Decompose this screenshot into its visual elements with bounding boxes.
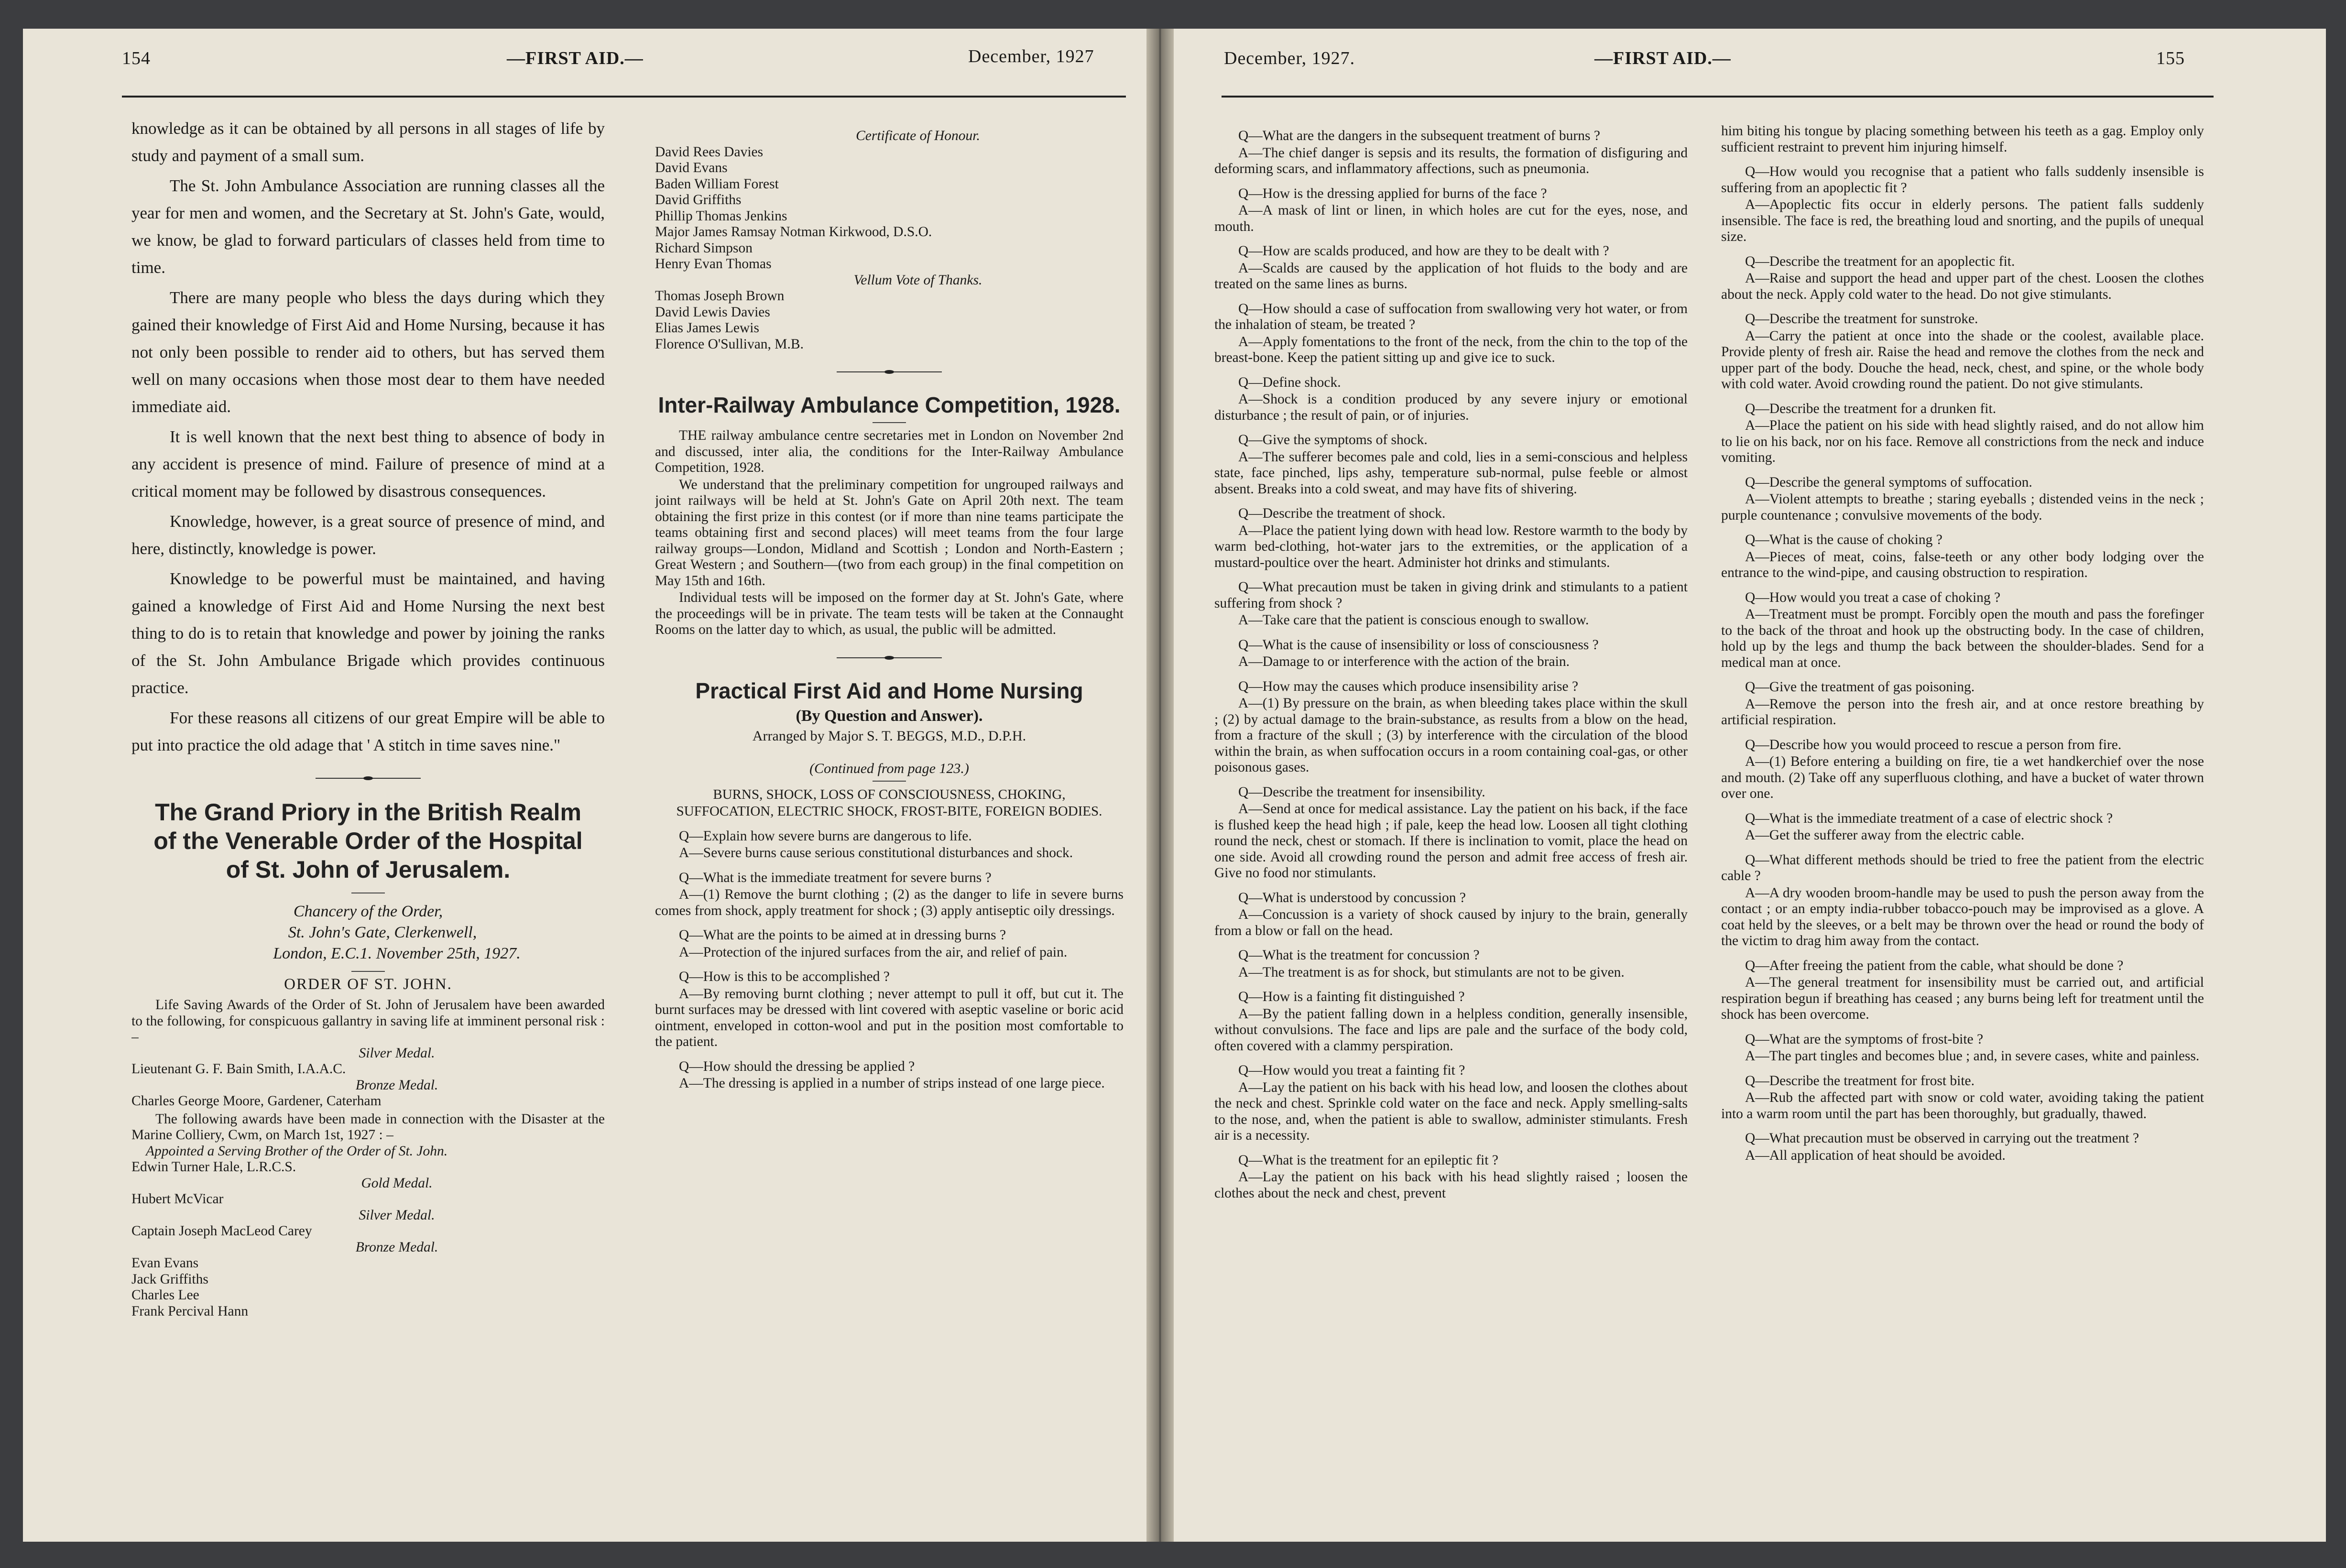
heading-rule [351,971,385,972]
award-name: Baden William Forest [655,176,779,192]
answer: A—Carry the patient at once into the shade or the coolest, available place. Provide plenty of fresh air. Raise the head and remove the clothes from the neck and upper part of the body. Douche the head, neck, chest, and spine, or the whole body with cold water. Avoid crowding round the patient. Do not give stimulants. [1721,328,2204,392]
right-running-title: —FIRST AID.— [1594,48,1731,68]
competition-heading: Inter-Railway Ambulance Competition, 1928. [658,392,1121,417]
answer: A—Treatment must be prompt. Forcibly open the mouth and pass the forefinger to the back of the throat and hook up the obstructing body. In the case of children, hold up by the legs and thump the back between the shoulder-blades. Send for a medical man at once. [1721,607,2204,670]
answer: A—Remove the person into the fresh air, and at once restore breathing by artificial respiration. [1721,696,2204,728]
question: Q—What precaution must be observed in carrying out the treatment ? [1745,1131,2139,1146]
answer: A—The chief danger is sepsis and its results, the formation of disfiguring and deforming scars, and inflammatory affections, such as pneumonia. [1214,145,1688,176]
order-title: ORDER OF ST. JOHN. [284,976,452,993]
answer: A—Scalds are caused by the application of hot fluids to the body and are treated on the same lines as burns. [1214,260,1688,292]
answer: A—Raise and support the head and upper part of the chest. Loosen the clothes about the neck. Apply cold water to the head. Do not give stimulants. [1721,271,2204,302]
answer: A—By the patient falling down in a helpless condition, generally insensible, without convulsions. The face and lips are pale and the surface of the body cold, often covered with a clammy perspiration. [1214,1006,1688,1054]
answer: A—Damage to or interference with the action of the brain. [1238,654,1570,669]
answer: A—Pieces of meat, coins, false-teeth or any other body lodging over the entrance to the wind-pipe, and causing obstruction to respiration. [1721,549,2204,580]
award-name: Major James Ramsay Notman Kirkwood, D.S.O. [655,224,932,240]
award-name: Elias James Lewis [655,320,759,336]
question: Q—Describe the treatment for an apoplectic fit. [1745,253,2015,269]
question: Q—How should the dressing be applied ? [679,1058,915,1074]
answer: A—By removing burnt clothing ; never attempt to pull it off, but cut it. The burnt surfaces may be dressed with lint covered with aseptic vaseline or boric acid ointment, enveloped in cotton-wool and put in the position most comfortable to the patient. [655,986,1124,1049]
question: Q—What is the treatment for concussion ? [1238,947,1480,963]
award-name: David Lewis Davies [655,304,770,320]
left-header-rule [122,96,1126,98]
award-name: Richard Simpson [655,240,753,256]
continued-note: (Continued from page 123.) [809,760,969,776]
answer: A—Rub the affected part with snow or cold water, avoiding taking the patient into a warm room until the part has been thoroughly, but gradually, thawed. [1721,1090,2204,1122]
award-name: Captain Joseph MacLeod Carey [131,1223,312,1239]
left-running-title: —FIRST AID.— [507,48,644,68]
question: Q—How are scalds produced, and how are they to be dealt with ? [1238,243,1609,259]
award-name: Edwin Turner Hale, L.R.C.S. [131,1159,296,1175]
paragraph: Knowledge to be powerful must be maintained, and having gained a knowledge of First Aid and Home Nursing the next best thing to do is to retain that knowledge and power by joining the ranks of the St. John Ambulance Brigade which provides continuous practice. [131,569,605,697]
answer: A—Protection of the injured surfaces from the air, and relief of pain. [679,944,1068,960]
question: Q—What different methods should be tried to free the patient from the electric cable ? [1721,852,2204,883]
question: Q—How is the dressing applied for burns of the face ? [1238,185,1547,201]
chancery-line: St. John's Gate, Clerkenwell, [288,924,477,941]
answer: A—A mask of lint or linen, in which holes are cut for the eyes, nose, and mouth. [1214,203,1688,234]
answer: A—A dry wooden broom-handle may be used to push the person away from the contact ; or an empty india-rubber tobacco-pouch may be improvised as a glove. A coat held by the sleeves, or a belt may be thrown over the head or round the body of the victim to drag him away from the contact. [1721,885,2204,948]
award-name: Evan Evans [131,1255,199,1271]
topic-list: BURNS, SHOCK, LOSS OF CONSCIOUSNESS, CHOKING, SUFFOCATION, ELECTRIC SHOCK, FROST-BITE, FOREIGN BODIES. [676,786,1102,819]
award-name: David Rees Davies [655,144,764,160]
nursing-subheading: (By Question and Answer). [796,707,983,725]
chancery-line: Chancery of the Order, [293,903,443,920]
answer: A—Take care that the patient is conscious enough to swallow. [1238,612,1589,628]
paragraph: Knowledge, however, is a great source of presence of mind, and here, distinctly, knowledge is power. [131,512,605,558]
answer: A—Place the patient lying down with head low. Restore warmth to the body by warm bed-clothing, hot-water jars to the extremities, or the application of a mustard-poultice over the heart. Administer hot drinks and stimulants. [1214,523,1688,570]
award-name: David Evans [655,160,728,175]
award-label: Bronze Medal. [355,1239,438,1255]
question: Q—What is the cause of choking ? [1745,532,1942,547]
award-name: Charles Lee [131,1287,199,1303]
question: Q—What precaution must be taken in giving drink and stimulants to a patient suffering from shock ? [1214,579,1688,611]
award-name: Lieutenant G. F. Bain Smith, I.A.A.C. [131,1061,346,1077]
paragraph: It is well known that the next best thing to absence of body in any accident is presence of mind. Failure of presence of mind at a critical moment may be followed by disastrous consequences. [131,427,605,501]
heading-rule [873,422,906,423]
award-name: Charles George Moore, Gardener, Caterham [131,1093,382,1109]
award-label: Silver Medal. [359,1207,435,1223]
nursing-author: Arranged by Major S. T. BEGGS, M.D., D.P.H. [752,728,1026,744]
award-label: Bronze Medal. [355,1077,438,1093]
question: Q—How would you treat a case of choking ? [1745,589,2001,605]
question: Q—What is understood by concussion ? [1238,890,1466,905]
answer: A—Apoplectic fits occur in elderly persons. The patient falls suddenly insensible. The face is red, the breathing loud and snorting, and the pupils of unequal size. [1721,197,2204,244]
award-label: Appointed a Serving Brother of the Order of St. John. [146,1143,448,1159]
award-name: Phillip Thomas Jenkins [655,208,787,224]
awards-intro: Life Saving Awards of the Order of St. John of Jerusalem have been awarded to the following, for conspicuous gallantry in saving life at imminent personal risk : – [131,997,605,1045]
question: Q—Describe the treatment for frost bite. [1745,1073,1975,1089]
answer: A—The sufferer becomes pale and cold, lies in a semi-conscious and helpless state, face pinched, lips ashy, temperature sub-normal, pulse feeble or almost absent. Breaks into a cold sweat, and may have fits of shivering. [1214,449,1688,497]
award-name: David Griffiths [655,192,742,207]
section-separator [837,371,942,372]
question: Q—Describe the treatment for sunstroke. [1745,311,1978,327]
paragraph: The St. John Ambulance Association are running classes all the year for men and women, and the Secretary at St. John's Gate, would, we know, be glad to forward particulars of classes held from time to time. [131,176,605,277]
section-separator [837,657,942,658]
heading-rule [873,781,906,782]
question: Q—After freeing the patient from the cable, what should be done ? [1745,958,2124,973]
award-label: Certificate of Honour. [856,128,980,143]
paragraph: THE railway ambulance centre secretaries met in London on November 2nd and discussed, inter alia, the conditions for the Inter-Railway Ambulance Competition, 1928. [655,428,1124,475]
award-name: Florence O'Sullivan, M.B. [655,336,804,352]
award-name: Henry Evan Thomas [655,256,772,272]
question: Q—What are the points to be aimed at in dressing burns ? [679,927,1006,943]
answer: A—Lay the patient on his back with his head low, and loosen the clothes about the neck and chest. Sprinkle cold water on the face and neck. Apply smelling-salts to the nose, and, when the patient is able to swallow, administer stimulants. Fresh air is a necessity. [1214,1079,1688,1143]
colliery-intro: The following awards have been made in connection with the Disaster at the Marine Colliery, Cwm, on March 1st, 1927 : – [131,1111,605,1143]
paragraph: For these reasons all citizens of our great Empire will be able to put into practice the old adage that ' A stitch in time saves nine." [131,708,605,754]
article-text [131,115,605,759]
answer: A—The general treatment for insensibility must be carried out, and artificial respiration begun if breathing has ceased ; any burns being left for treatment until the shock has been overcome. [1721,975,2204,1022]
right-header-rule [1222,96,2214,98]
question: Q—Give the symptoms of shock. [1238,432,1428,447]
answer: A—Shock is a condition produced by any severe injury or emotional disturbance ; the result of pain, or of injuries. [1214,392,1688,423]
answer: A—All application of heat should be avoided. [1745,1147,2006,1163]
left-page-number: 154 [122,48,151,68]
question: Q—What is the cause of insensibility or loss of consciousness ? [1238,637,1599,653]
qa-list [1214,128,1688,1201]
nursing-heading: Practical First Aid and Home Nursing [695,678,1083,703]
left-header-date: December, 1927 [968,46,1094,66]
question: Q—How would you recognise that a patient who falls suddenly insensible is suffering from an apoplectic fit ? [1721,164,2204,196]
paragraph: We understand that the preliminary competition for ungrouped railways and joint railways will be held at St. John's Gate on April 20th next. The team obtaining the first prize in this contest (or if more than nine teams participate the teams obtaining first and second places) will meet teams from the four large railway groups—London, Midland and Scottish ; London and North-Eastern ; Great Western ; and Southern—(two from each group) in the final competition on May 15th and 16th. [655,477,1124,588]
qa-list [1721,123,2204,1172]
question: Q—How is this to be accomplished ? [679,969,890,984]
competition-article [655,428,1124,638]
answer: A—Send at once for medical assistance. Lay the patient on his back, if the face is flushed keep the head high ; if pale, keep the head low. Loosen all tight clothing round the neck, chest or stomach. If there is inclination to vomit, place the head on one side. Avoid all crowding round the person and admit free access of fresh air. Give no food nor stimulants. [1214,801,1688,881]
answer: A—Place the patient on his side with head slightly raised, and do not allow him to lie on his back, nor on his face. Remove all constrictions from the neck and induce vomiting. [1721,418,2204,465]
award-label: Silver Medal. [359,1045,435,1061]
question: Q—How is a fainting fit distinguished ? [1238,989,1465,1004]
paragraph: There are many people who bless the days during which they gained their knowledge of First Aid and Home Nursing, because it has not only been possible to render aid to others, but has served them well on many occasions when those most dear to them have needed immediate aid. [131,288,605,416]
award-name: Thomas Joseph Brown [655,288,785,304]
honours-list [655,128,1124,352]
left-page-column-2 [655,128,1124,1467]
right-page-number: 155 [2156,48,2185,68]
left-page-column-1 [131,115,605,1492]
question: Q—How should a case of suffocation from swallowing very hot water, or from the inhalation of steam, be treated ? [1214,301,1688,332]
chancery-line: London, E.C.1. November 25th, 1927. [273,945,521,962]
answer: A—Concussion is a variety of shock caused by injury to the brain, generally from a blow or fall on the head. [1214,907,1688,938]
question: Q—Explain how severe burns are dangerous to life. [679,828,972,844]
answer: A—The part tingles and becomes blue ; and, in severe cases, white and painless. [1745,1048,2200,1064]
question: Q—Describe the treatment for insensibility. [1238,784,1485,800]
award-label: Gold Medal. [361,1175,433,1191]
right-header-date: December, 1927. [1224,48,1355,68]
chancery-address [131,901,605,964]
answer: A—Violent attempts to breathe ; staring eyeballs ; distended veins in the neck ; purple countenance ; convulsive movements of the body. [1721,491,2204,523]
answer: A—(1) Remove the burnt clothing ; (2) as the danger to life in severe burns comes from shock, apply treatment for shock ; (3) apply antiseptic oily dressings. [655,887,1124,918]
question: Q—What are the dangers in the subsequent treatment of burns ? [1238,128,1600,143]
award-name: Frank Percival Hann [131,1303,249,1319]
book-gutter [1146,29,1174,1542]
section-separator [316,778,421,779]
question: Q—What are the symptoms of frost-bite ? [1745,1031,1984,1047]
question: Q—How would you treat a fainting fit ? [1238,1063,1465,1078]
award-label: Vellum Vote of Thanks. [853,272,982,288]
question: Q—Describe the general symptoms of suffocation. [1745,474,2032,490]
answer: A—(1) Before entering a building on fire, tie a wet handkerchief over the nose and mouth. (2) Take off any superfluous clothing, and have a bucket of water thrown over one. [1721,754,2204,801]
award-name: Jack Griffiths [131,1271,208,1287]
priory-heading: The Grand Priory in the British Realm of the Venerable Order of the Hospital of St. John of Jerusalem. [153,799,583,883]
answer: A—Lay the patient on his back with his head slightly raised ; loosen the clothes about the neck and chest, prevent [1214,1169,1688,1201]
answer: A—The treatment is as for shock, but stimulants are not to be given. [1238,964,1625,980]
answer: A—Get the sufferer away from the electric cable. [1745,828,2025,843]
right-page-column-2 [1721,123,2204,1467]
paragraph: Individual tests will be imposed on the former day at St. John's Gate, where the proceedings will be in private. The team tests will be taken at the Connaught Rooms on the latter day to which, as usual, the public will be admitted. [655,590,1124,637]
award-name: Hubert McVicar [131,1191,224,1207]
question: Q—Describe how you would proceed to rescue a person from fire. [1745,737,2122,752]
question: Q—How may the causes which produce insensibility arise ? [1238,678,1579,694]
answer: A—Apply fomentations to the front of the neck, from the chin to the top of the breast-bone. Keep the patient sitting up and give ice to suck. [1214,334,1688,365]
paragraph: knowledge as it can be obtained by all persons in all stages of life by study and payment of a small sum. [131,119,605,165]
awards-list [131,997,605,1319]
answer: A—(1) By pressure on the brain, as when bleeding takes place within the skull ; (2) by actual damage to the brain-substance, as results from a blow on the head, from a fracture of the skull ; (3) by interference with the circulation of the blood within the brain, as when suffocation occurs in a room containing coal-gas, or other poisonous gases. [1214,696,1688,775]
question: Q—What is the treatment for an epileptic fit ? [1238,1152,1498,1168]
answer: A—The dressing is applied in a number of strips instead of one large piece. [679,1076,1105,1091]
question: Q—Define shock. [1238,374,1341,390]
qa-list [655,828,1124,1092]
answer-continued: him biting his tongue by placing something between his teeth as a gag. Employ only sufficient restraint to prevent him injuring himself. [1721,123,2204,155]
answer: A—Severe burns cause serious constitutional disturbances and shock. [679,845,1073,860]
question: Q—What is the immediate treatment for severe burns ? [679,870,992,885]
question: Q—Describe the treatment of shock. [1238,506,1446,521]
right-page-column-1 [1214,128,1688,1467]
question: Q—What is the immediate treatment of a case of electric shock ? [1745,810,2113,826]
question: Q—Give the treatment of gas poisoning. [1745,679,1975,695]
question: Q—Describe the treatment for a drunken fit. [1745,401,1997,416]
